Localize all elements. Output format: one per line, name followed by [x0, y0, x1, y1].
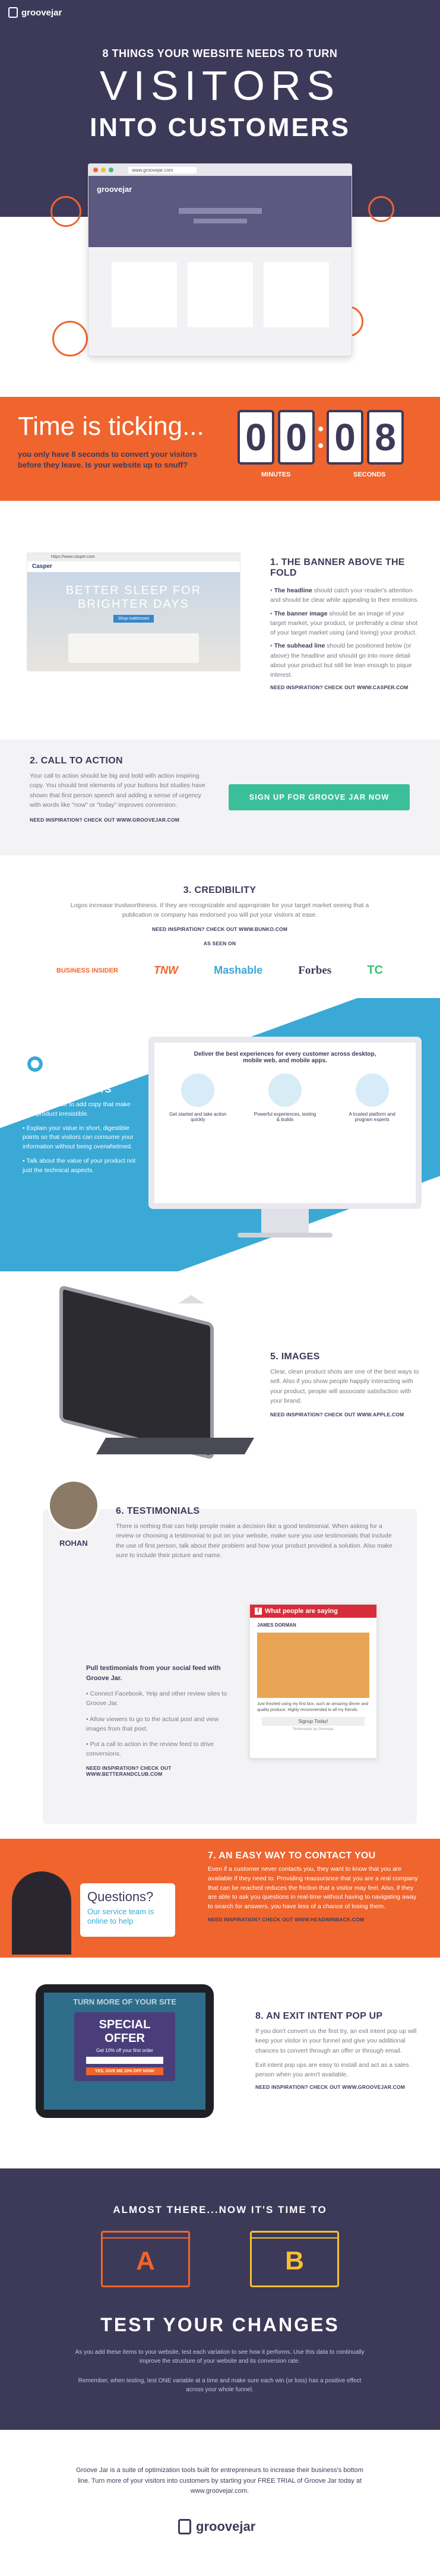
s6-heading: 6. TESTIMONIALS	[116, 1506, 200, 1516]
paper-plane-icon	[178, 1295, 204, 1303]
s8-body2: Exit intent pop ups are easy to install and act as a sales person when you aren't available.	[255, 2061, 409, 2079]
timer-sub: you only have 8 seconds to convert your visitors before they leave. Is your website up to snuff?	[18, 450, 197, 470]
contact-bubble	[80, 1883, 175, 1937]
popup-top: TURN MORE OF YOUR SITE	[73, 1997, 176, 2006]
timer-colon	[318, 427, 323, 448]
timer-digit: 0	[238, 410, 274, 465]
s5-body: Clear, clean product shots are one of the best ways to sell. Also if you show people happily interacting with your product, people will associate satisfaction with your brand.	[270, 1368, 419, 1404]
mock-card	[188, 262, 253, 327]
s2-heading: 2. CALL TO ACTION	[30, 756, 123, 766]
facebook-icon: f	[255, 1608, 262, 1615]
mock-cards	[88, 262, 352, 327]
mock-bar	[179, 208, 262, 214]
clock-icon	[52, 321, 88, 356]
mock-bar	[194, 219, 247, 223]
hero-pre: 8 THINGS YOUR WEBSITE NEEDS TO TURN	[102, 48, 338, 59]
s3-seen-on: AS SEEN ON	[203, 940, 236, 946]
s5-need: NEED INSPIRATION? CHECK OUT WWW.APPLE.COM	[270, 1412, 404, 1418]
monitor-mockup	[148, 1037, 422, 1209]
s2-body: Your call to action should be big and bold with action inspiring copy. You should test elements of your buttons but studies have shown that first person speech and adding a sense of urgency with words like "now" or "today" improves conversion.	[30, 772, 205, 809]
finale-pre: ALMOST THERE...NOW IT'S TIME TO	[113, 2204, 327, 2215]
hero-title2: INTO CUSTOMERS	[90, 113, 350, 142]
rohan-avatar	[48, 1479, 100, 1532]
clock-icon	[368, 196, 394, 222]
s7-text	[208, 1851, 422, 1922]
keyboard-image	[96, 1438, 254, 1454]
bubble-text: Our service team is online to help	[87, 1907, 154, 1925]
s1-point3: • The subhead line should be positioned below (or above) the headline and should go into more detail about your product but still be lean enough to pique interest.	[270, 642, 412, 679]
phone-screen	[44, 1993, 205, 2110]
s4-heading: 4. BULLET POINTS	[23, 1085, 112, 1095]
close-dot	[93, 168, 98, 172]
timer-minutes-label: MINUTES	[261, 471, 291, 478]
s1-point2: • The banner image should be an image of your target market, your product, or preferably a clear shot of your target market using (and loving) your product.	[270, 610, 418, 637]
s2-text	[30, 756, 214, 823]
s1-point2-bold: The banner image	[274, 610, 328, 617]
logo-mashable: Mashable	[214, 964, 263, 976]
popup-sub: Get 10% off your first order	[96, 2048, 153, 2053]
s7-heading: 7. AN EASY WAY TO CONTACT YOU	[208, 1851, 376, 1861]
clock-icon	[50, 196, 81, 227]
s4-text	[23, 1052, 141, 1175]
timer-seconds-label: SECONDS	[353, 471, 386, 478]
s3-body: Logos increase trustworthiness. If they are recognizable and appropriate for your target market seeing that a publication or company has endorsed you will put your visitors at ease.	[70, 902, 369, 919]
s3-need: NEED INSPIRATION? CHECK OUT WWW.BUNKO.COM	[151, 926, 288, 932]
finale-section	[0, 2168, 440, 2430]
widget-signup-button[interactable]: Signup Today!	[262, 1717, 365, 1726]
hero-title1: VISITORS	[99, 62, 341, 109]
browser-mockup	[88, 163, 352, 356]
monitor-col-label: A trusted platform and program experts	[349, 1112, 395, 1122]
finale-title: TEST YOUR CHANGES	[100, 2314, 340, 2335]
variant-b-label: B	[285, 2246, 304, 2275]
monitor-col-label: Powerful experiences, testing & builds	[254, 1112, 316, 1122]
mock-logo: Casper	[32, 563, 52, 570]
s1-point1-bold: The headline	[274, 587, 312, 594]
widget-foot: Testimonials by Groovejar	[292, 1727, 334, 1731]
s5-text	[270, 1352, 425, 1418]
mock-banner-line1: BETTER SLEEP FOR	[65, 584, 202, 597]
monitor-stand	[261, 1209, 309, 1233]
logo-tnw: TNW	[154, 964, 179, 976]
mock-nav	[27, 561, 240, 572]
s7-need: NEED INSPIRATION? CHECK OUT WWW.HEADWINBACK.COM	[208, 1916, 365, 1922]
s6-pull-title: Pull testimonials from your social feed with Groove Jar.	[86, 1665, 221, 1682]
s4-bullet: • Explain your value in short, digestible points so that visitors can consume your information without being overwhelmed.	[23, 1124, 134, 1150]
s8-need: NEED INSPIRATION? CHECK OUT WWW.GROOVEJAR.COM	[255, 2084, 406, 2091]
monitor-col-label: Get started and take action quickly	[169, 1112, 227, 1122]
logo-techcrunch: TC	[367, 964, 383, 977]
browser-bar	[88, 164, 352, 176]
mock-url-bar	[27, 553, 240, 561]
s6-pull-point: • Put a call to action in the review feed to drive conversions.	[86, 1741, 214, 1758]
support-agent-photo	[12, 1871, 71, 1955]
s1-heading: 1. THE BANNER ABOVE THE FOLD	[270, 557, 405, 578]
timer-section	[0, 397, 440, 501]
timer-digit: 0	[327, 410, 363, 465]
s8-body1: If you don't convert us the first try, an exit intent pop up will keep your visitor in your funnel and give you additional chances to convert through an offer or through email.	[255, 2028, 417, 2054]
finale-p2: Remember, when testing, test ONE variable at a time and make sure each win (or loss) has a positive effect across your whole funnel.	[78, 2378, 362, 2393]
testimonial-widget	[249, 1604, 377, 1759]
jar-icon	[178, 2519, 191, 2534]
mock-card	[112, 262, 177, 327]
s7-body: Even if a customer never contacts you, they want to know that you are available if they need to. Providing reassurance that you are a real company that can be reached reduces the friction that a visitor may feel. Also, if they are able to ask you questions in real-time without having to navigating away to search for answers, you have less of a chance of losing them.	[208, 1865, 418, 1910]
s6-pull	[86, 1663, 232, 1777]
brand	[8, 7, 62, 18]
s5-heading: 5. IMAGES	[270, 1352, 320, 1362]
s8-heading: 8. AN EXIT INTENT POP UP	[255, 2011, 383, 2021]
timer-digit: 0	[278, 410, 315, 465]
mock-brand: groovejar	[97, 185, 132, 194]
monitor-col-icon	[268, 1074, 302, 1107]
jar-icon	[8, 7, 18, 18]
rohan-name: ROHAN	[59, 1539, 88, 1548]
tablet-image	[59, 1285, 214, 1460]
monitor-col	[165, 1074, 230, 1122]
mock-bed	[68, 633, 199, 663]
s1-point3-text: should be positioned below (or above) the headline and should go into more detail about your product but still be lean enough to pique interest.	[270, 642, 412, 679]
s6-pull-point: • Allow viewers to go to the actual post and view images from that post.	[86, 1715, 219, 1732]
target-icon	[23, 1052, 48, 1077]
variant-a-bar	[103, 2233, 188, 2239]
s4-bullet: • Use this space to add copy that make your product irresistible.	[23, 1101, 131, 1117]
widget-name: JAMES DORMAN	[257, 1622, 296, 1628]
s1-point2-text: should be an image of your target market, your product, or preferably a clear shot of your target market using (and loving) your product.	[270, 610, 418, 637]
monitor-title: Deliver the best experiences for every customer across desktop, mobile web, and mobile apps.	[194, 1051, 376, 1064]
variant-b-bar	[252, 2233, 337, 2239]
finale-p1: As you add these items to your website, test each variation to see how it performs. Use this data to continually improve the structure of your website and its conversion rate.	[75, 2349, 365, 2365]
widget-header	[250, 1605, 376, 1618]
s3-heading: 3. CREDIBILITY	[183, 885, 257, 895]
mock-banner	[88, 176, 352, 247]
popup-box	[74, 2012, 175, 2081]
mock-hero-img	[27, 572, 240, 671]
s1-point1-text: should catch your reader's attention and should be clear while appealing to their emotions.	[270, 587, 419, 604]
variant-a-label: A	[136, 2246, 155, 2275]
timer-digits	[238, 410, 404, 465]
popup-cta-button[interactable]: YES, GIVE ME 10% OFF NOW!	[86, 2067, 163, 2075]
logo-business-insider: BUSINESS INSIDER	[56, 967, 118, 974]
popup-title: SPECIAL OFFER	[99, 2018, 151, 2045]
signup-button[interactable]: SIGN UP FOR GROOVE JAR NOW	[229, 784, 410, 810]
widget-text: Just finished using my first box, such an amazing dinner and quality produce. Highly recommended to all my friends.	[257, 1702, 369, 1712]
monitor-cols	[154, 1074, 416, 1122]
footer-brand	[178, 2519, 255, 2534]
popup-email-field[interactable]	[86, 2057, 163, 2064]
s6-body: There is nothing that can help people make a decision like a good testimonial. When asking for a review or choosing a testimonial to put on your website, make sure you use testimonials that include the use of first person, talk about their problem and how your product provided a solution. Also make sure to include their picture and name.	[116, 1523, 392, 1559]
timer-title: Time is ticking...	[18, 412, 204, 441]
s1-need: NEED INSPIRATION? CHECK OUT WWW.CASPER.COM	[270, 684, 409, 691]
brand-name: groovejar	[21, 7, 62, 18]
variant-b	[250, 2231, 339, 2287]
mock-banner-line2: BRIGHTER DAYS	[78, 598, 189, 611]
mock-url: https://www.casper.com	[51, 555, 95, 559]
s1-text	[270, 557, 422, 690]
monitor-col	[252, 1074, 318, 1122]
s2-need: NEED INSPIRATION? CHECK OUT WWW.GROOVEJAR.COM	[30, 817, 180, 823]
s6-pull-point: • Connect Facebook, Yelp and other review sites to Groove Jar.	[86, 1690, 227, 1707]
s6-text	[116, 1506, 401, 1560]
s1-point1: • The headline should catch your reader's attention and should be clear while appealing to their emotions.	[270, 587, 419, 604]
monitor-col-icon	[356, 1074, 389, 1107]
min-dot	[101, 168, 106, 172]
s1-point3-bold: The subhead line	[274, 642, 325, 650]
monitor-base	[238, 1233, 333, 1238]
logo-row	[56, 964, 383, 977]
widget-title: What people are saying	[265, 1608, 338, 1615]
mock-card	[264, 262, 329, 327]
footer-brand-name: groovejar	[196, 2519, 256, 2534]
browser-url: www.groovejar.com	[128, 167, 197, 173]
s3-text	[65, 885, 374, 946]
variant-a	[101, 2231, 190, 2287]
bubble-question: Questions?	[87, 1889, 154, 1904]
s6-need: NEED INSPIRATION? CHECK OUT WWW.BETTERANDCLUB.COM	[86, 1764, 172, 1777]
footer-text: Groove Jar is a suite of optimization tools built for entrepreneurs to increase their business's bottom line. Turn more of your visitors into customers by starting your FREE TRIAL of Groove Jar today at www.groovejar.com.	[76, 2467, 363, 2495]
monitor-col	[340, 1074, 405, 1122]
phone-mockup	[36, 1984, 214, 2118]
logo-forbes: Forbes	[298, 964, 332, 977]
s8-text	[255, 2011, 422, 2090]
timer-digit: 8	[367, 410, 404, 465]
casper-mockup	[27, 553, 240, 671]
monitor-col-icon	[181, 1074, 214, 1107]
widget-photo	[257, 1633, 369, 1698]
mock-shop-button: Shop mattresses	[113, 615, 154, 623]
max-dot	[109, 168, 113, 172]
s4-bullet: • Talk about the value of your product not just the technical aspects.	[23, 1157, 136, 1174]
